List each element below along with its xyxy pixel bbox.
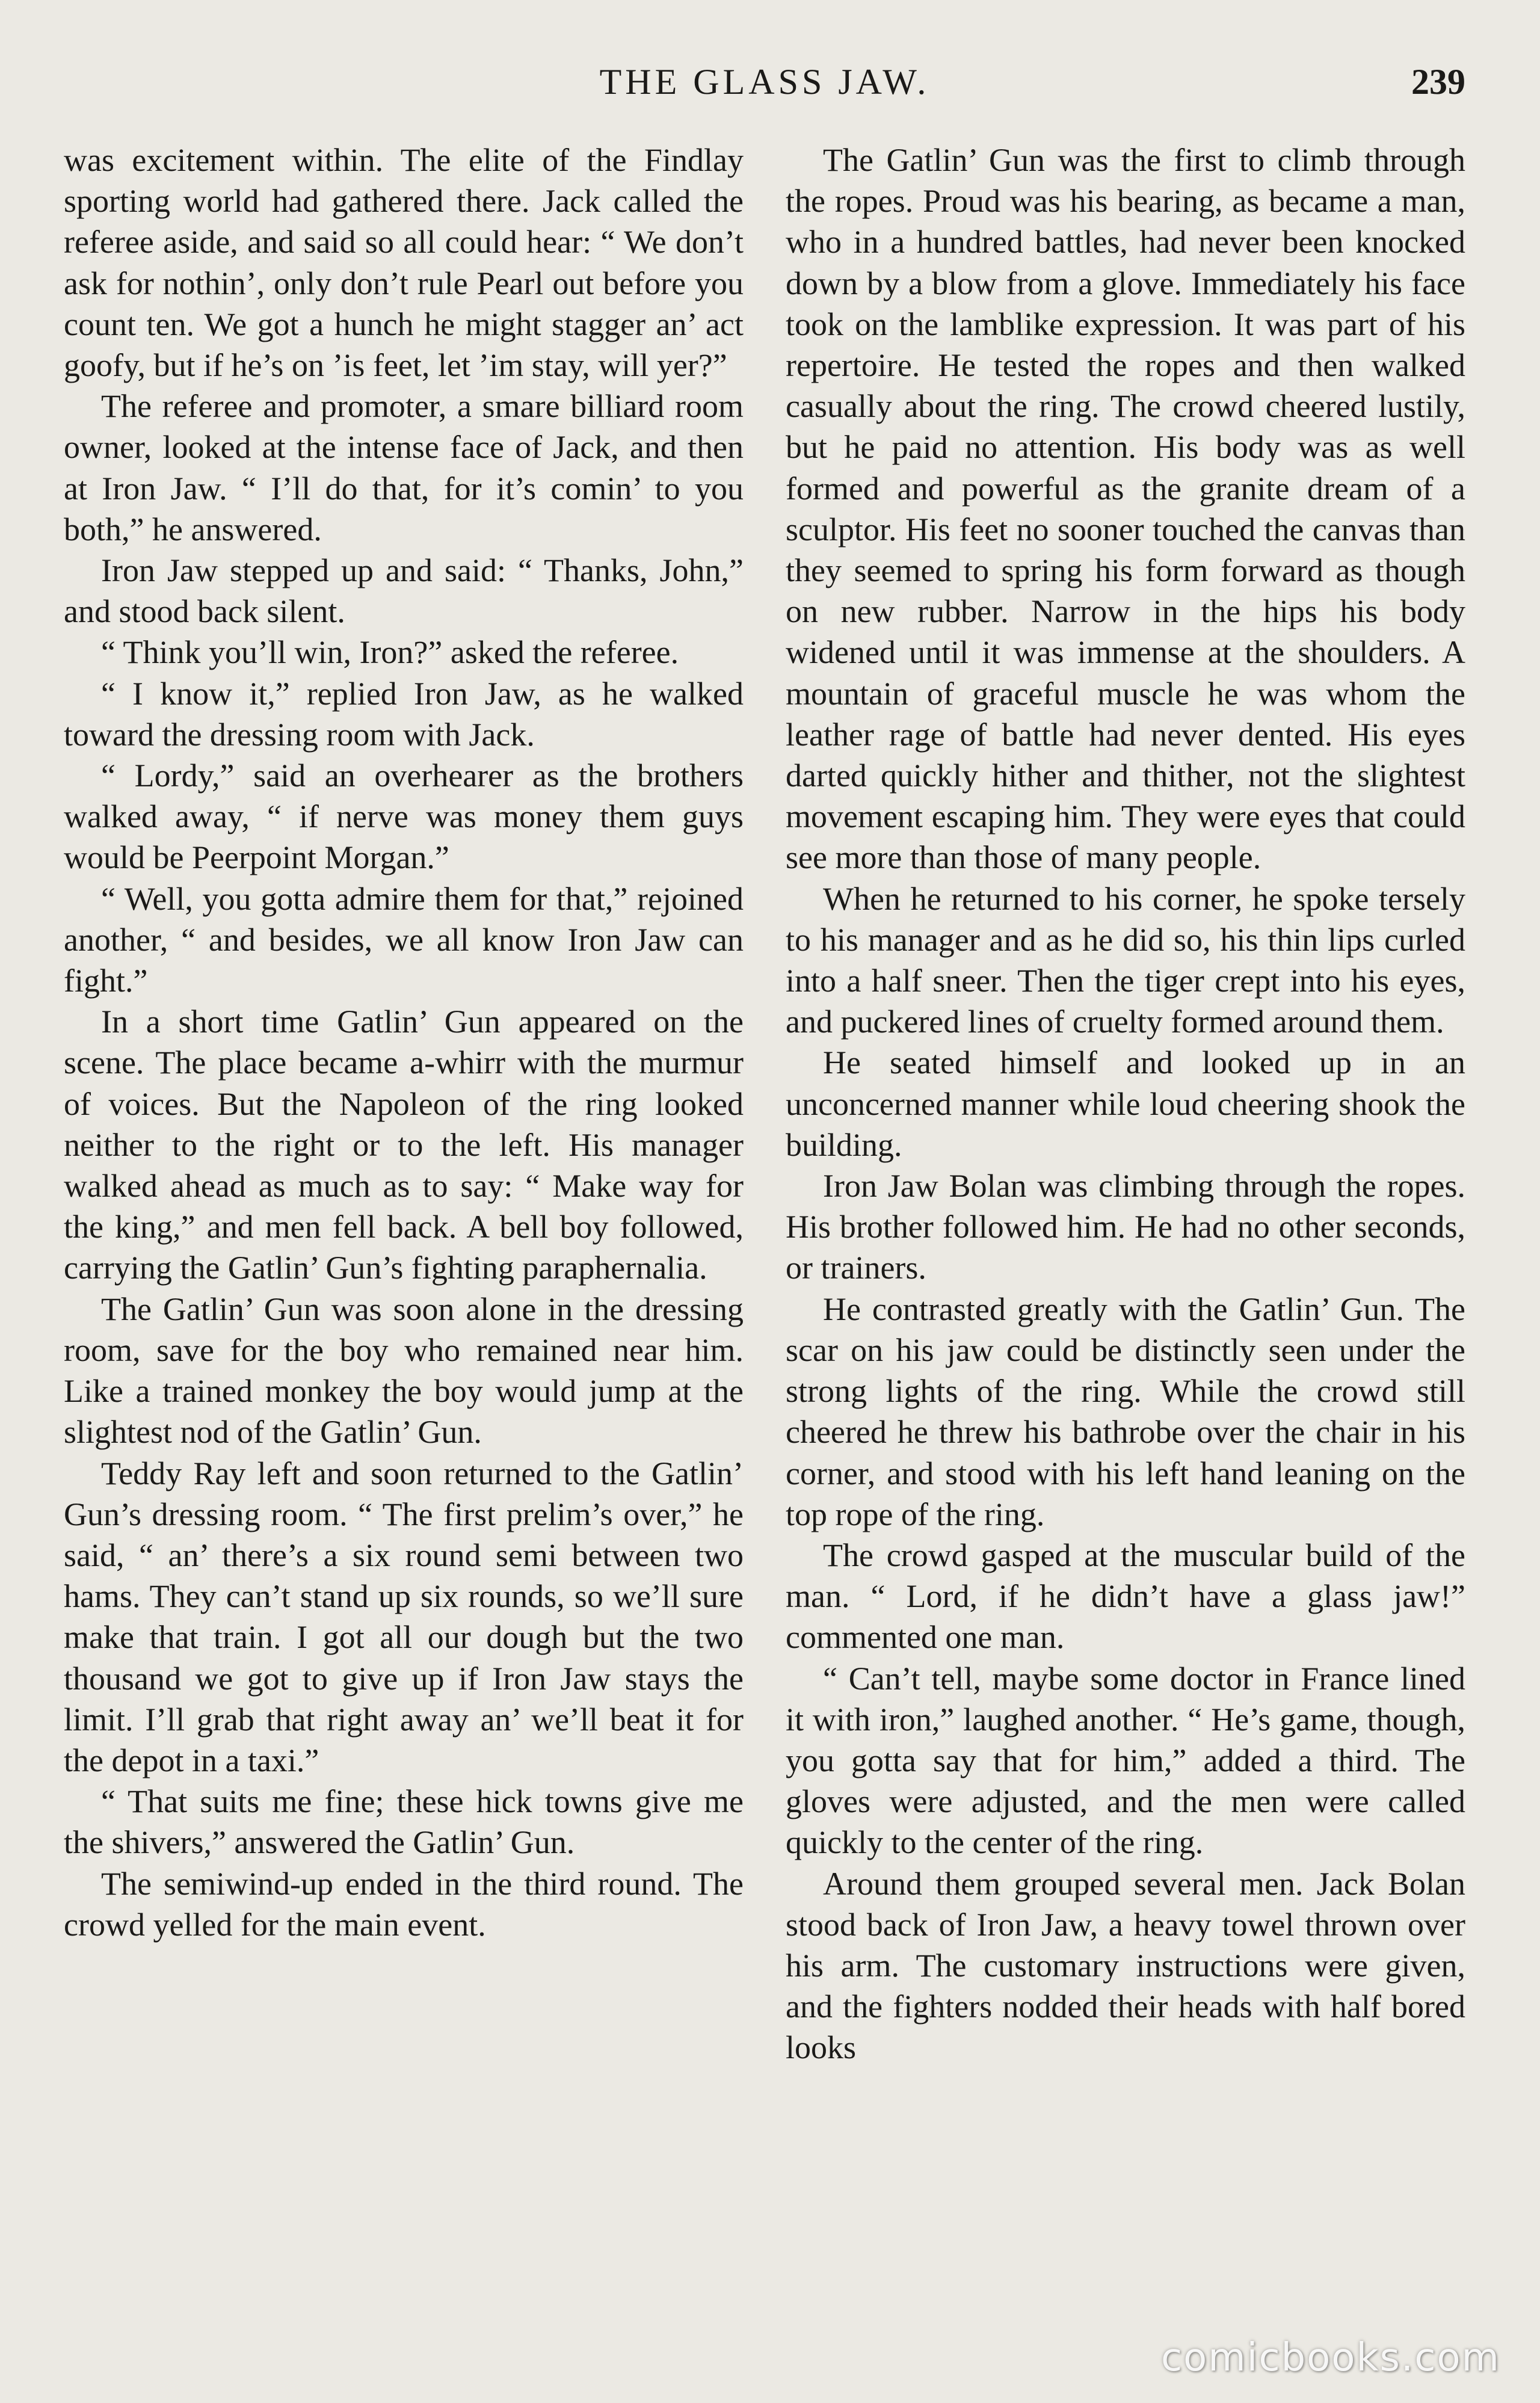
paragraph: Around them grouped several men. Jack Bolan stood back of Iron Jaw, a heavy towel thrown over his arm. The customary instructions were given, and the fighters nodded their heads with half bored looks [786, 1865, 1465, 2066]
paragraph: “ Lordy,” said an overhearer as the brothers walked away, “ if nerve was money them guys would be Peerpoint Morgan.” [64, 757, 744, 876]
paragraph: He seated himself and looked up in an unconcerned manner while loud cheering shook the building. [786, 1044, 1465, 1163]
paragraph: “ Think you’ll win, Iron?” asked the referee. [101, 634, 679, 671]
paragraph: The referee and promoter, a smare billiard room owner, looked at the intense face of Jack, and then at Iron Jaw. “ I’ll do that, for it’s comin’ to you both,” he answered. [64, 388, 744, 548]
paragraph: The crowd gasped at the muscular build of the man. “ Lord, if he didn’t have a glass jaw!” commented one man. [786, 1537, 1465, 1656]
paragraph: He contrasted greatly with the Gatlin’ Gun. The scar on his jaw could be distinctly seen under the strong lights of the ring. While the crowd still cheered he threw his bathrobe over the chair in his corner, and stood with his left hand leaning on the top rope of the ring. [786, 1291, 1465, 1532]
paragraph: “ That suits me fine; these hick towns give me the shivers,” answered the Gatlin’ Gun. [64, 1783, 744, 1861]
paragraph: In a short time Gatlin’ Gun appeared on the scene. The place became a-whirr with the murmur of voices. But the Napoleon of the ring looked neither to the right or to the left. His manager walked ahead as much as to say: “ Make way for the king,” and men fell back. A bell boy followed, carrying the Gatlin’ Gun’s fighting paraphernalia. [64, 1004, 744, 1286]
page-number: 239 [1411, 62, 1465, 102]
right-column [786, 140, 1465, 2318]
left-column [64, 140, 744, 2318]
paragraph: “ I know it,” replied Iron Jaw, as he walked toward the dressing room with Jack. [64, 675, 744, 753]
paragraph: was excitement within. The elite of the Findlay sporting world had gathered there. Jack called the referee aside, and said so all could hear: “ We don’t ask for nothin’, only don’t rule Pearl out before you count ten. We got a hunch he might stagger an’ act goofy, but if he’s on ’is feet, let ’im stay, will yer?” [64, 142, 744, 384]
paragraph: When he returned to his corner, he spoke tersely to his manager and as he did so, his thin lips curled into a half sneer. Then the tiger crept into his eyes, and puckered lines of cruelty formed around them. [786, 880, 1465, 1040]
paragraph: Iron Jaw Bolan was climbing through the ropes. His brother followed him. He had no other seconds, or trainers. [786, 1168, 1465, 1286]
paragraph: Teddy Ray left and soon returned to the Gatlin’ Gun’s dressing room. “ The first prelim’s over,” he said, “ an’ there’s a six round semi between two hams. They can’t stand up six rounds, so we’ll sure make that train. I got all our dough but the two thousand we got to give up if Iron Jaw stays the limit. I’ll grab that right away an’ we’ll beat it for the depot in a taxi.” [64, 1455, 744, 1778]
paragraph: The Gatlin’ Gun was soon alone in the dressing room, save for the boy who remained near him. Like a trained monkey the boy would jump at the slightest nod of the Gatlin’ Gun. [64, 1291, 744, 1451]
page-header [64, 58, 1465, 112]
paragraph: Iron Jaw stepped up and said: “ Thanks, John,” and stood back silent. [64, 552, 744, 630]
site-watermark: comicbooks.com [1160, 2336, 1500, 2380]
paragraph: “ Well, you gotta admire them for that,” rejoined another, “ and besides, we all know Iron Jaw can fight.” [64, 880, 744, 999]
text-columns [64, 140, 1465, 2318]
paragraph: “ Can’t tell, maybe some doctor in France lined it with iron,” laughed another. “ He’s game, though, you gotta say that for him,” added a third. The gloves were adjusted, and the men were called quickly to the center of the ring. [786, 1660, 1465, 1861]
paragraph: The semiwind-up ended in the third round. The crowd yelled for the main event. [64, 1865, 744, 1943]
running-title: THE GLASS JAW. [599, 62, 930, 102]
paragraph: The Gatlin’ Gun was the first to climb through the ropes. Proud was his bearing, as became a man, who in a hundred battles, had never been knocked down by a blow from a glove. Immediately his face took on the lamblike expression. It was part of his repertoire. He tested the ropes and then walked casually about the ring. The crowd cheered lustily, but he paid no attention. His body was as well formed and powerful as the granite dream of a sculptor. His feet no sooner touched the canvas than they seemed to spring his form forward as though on new rubber. Narrow in the hips his body widened until it was immense at the shoulders. A mountain of graceful muscle he was whom the leather rage of battle had never dented. His eyes darted quickly hither and thither, not the slightest movement escaping him. They were eyes that could see more than those of many people. [786, 142, 1465, 876]
